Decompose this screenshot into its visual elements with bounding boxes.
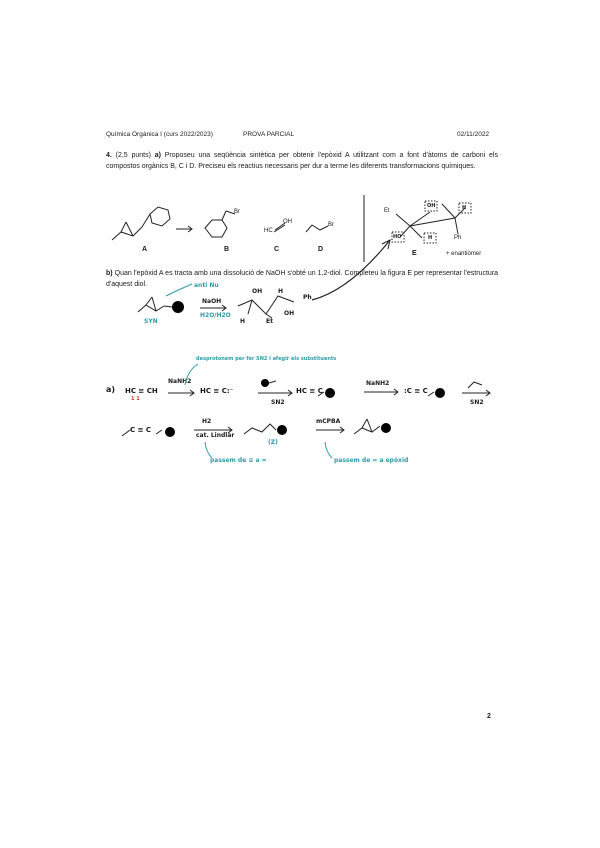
page-number: 2 [487, 713, 491, 720]
exam-date: 02/11/2022 [457, 131, 490, 138]
label-e: E [412, 250, 417, 257]
c-oh: OH [283, 219, 292, 225]
b-note: anti Nu [194, 282, 219, 289]
e-h-mid: H [428, 235, 433, 241]
label-a: A [142, 246, 148, 253]
a-step6-reagent: mCPBA [316, 418, 341, 425]
a-step5-start: C ≡ C [130, 426, 152, 434]
label-d: D [318, 246, 324, 253]
a-step1-note: desprotonem per fer SN2 i afegir els substituents [196, 356, 337, 362]
a-z-label: (Z) [268, 439, 278, 446]
b-oh-a: OH [252, 288, 263, 295]
a-step6-note: passem de = a epòxid [334, 457, 409, 464]
a-step1-product: HC ≡ C:⁻ [200, 387, 234, 395]
b-br: Br [234, 209, 240, 215]
b-h2: H [278, 288, 284, 295]
e-ph: Ph [454, 235, 462, 241]
question-number: 4. [106, 152, 112, 159]
part-b-label: b) [106, 270, 113, 277]
exam-title: PROVA PARCIAL [243, 131, 295, 138]
a-step5-reagent-top: H2 [202, 418, 212, 425]
a-step2-reagent: SN2 [271, 399, 285, 406]
a-step3-reagent: NaNH2 [366, 380, 390, 387]
a-step1-reagent: NaNH2 [168, 378, 192, 385]
a-step4-reagent: SN2 [470, 399, 484, 406]
c-hc: HC [264, 228, 273, 234]
e-et: Et [384, 208, 390, 214]
part-a-text: Proposeu una seqüència sintètica per obtenir l'epòxid A utilitzant com a font d'àtoms de carboni els compostos orgànics B, C i D. Preciseu els reactius necessaris per dur a terme les diferents transformacions químiques. [106, 152, 498, 170]
e-h-right: H [462, 205, 467, 211]
a-step2-product: HC ≡ C [296, 387, 323, 395]
b-ph: Ph [303, 294, 312, 301]
a-step5-note: passem de ≡ a = [210, 457, 267, 464]
label-c: C [274, 246, 280, 253]
part-a-label: a) [154, 152, 161, 159]
b-syn: SYN [144, 318, 158, 325]
a-label: a) [106, 385, 116, 394]
e-ho: HO [393, 234, 402, 240]
course-title: Química Orgànica I (curs 2022/2023) [106, 131, 213, 138]
a-step5-reagent-bot: cat. Lindlar [196, 432, 235, 439]
question-points: (2,5 punts) [115, 152, 151, 159]
enantiomer-note: + enantiòmer [446, 251, 482, 257]
part-b-text: Quan l'epòxid A es tracta amb una dissolució de NaOH s'obté un 1,2-diol. Completeu la figura E per representar l'estructura d'aquest diol. [106, 270, 499, 288]
a-start: HC ≡ CH [125, 387, 158, 395]
b-oh-b: OH [284, 310, 295, 317]
b-reagent-top: NaOH [202, 298, 222, 305]
b-reagent-bottom: H2O/H2O [200, 312, 231, 319]
a-start-mark: 1 1 [131, 396, 140, 402]
e-oh: OH [427, 203, 436, 209]
b-et: Et [266, 318, 273, 325]
label-b: B [224, 246, 230, 253]
b-h: H [240, 318, 246, 325]
a-step3-product: :C ≡ C [404, 387, 428, 395]
d-br: Br [328, 222, 334, 228]
